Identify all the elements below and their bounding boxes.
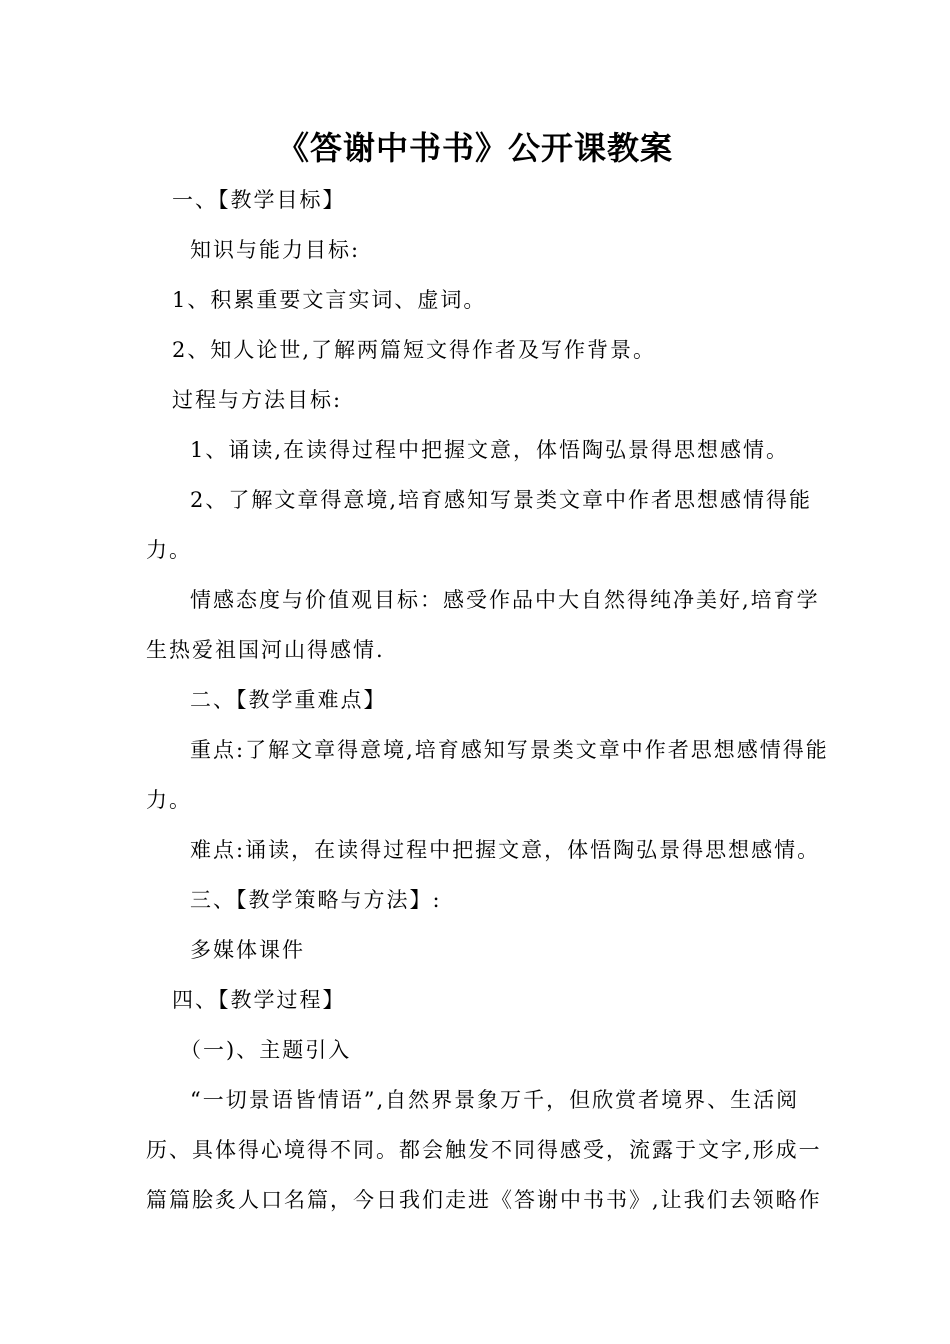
text-line: 生热爱祖国河山得感情. <box>146 638 385 662</box>
section-heading-strategy: 三、【教学策略与方法】: <box>190 888 442 912</box>
subheading-introduction: （一)、主题引入 <box>180 1038 352 1062</box>
text-line: 力。 <box>146 788 192 812</box>
text-line: 历、具体得心境得不同。都会触发不同得感受，流露于文字,形成一 <box>146 1138 822 1162</box>
list-item: 2、了解文章得意境,培育感知写景类文章中作者思想感情得能 <box>190 488 813 512</box>
paragraph-introduction: “一切景语皆情语”,自然界景象万千，但欣赏者境界、生活阅 <box>190 1088 800 1112</box>
paragraph-emotion-values: 情感态度与价值观目标：感受作品中大自然得纯净美好,培育学 <box>190 588 820 612</box>
paragraph-difficult-point: 难点:诵读，在读得过程中把握文意，体悟陶弘景得思想感情。 <box>190 838 821 862</box>
paragraph-key-point: 重点:了解文章得意境,培育感知写景类文章中作者思想感情得能 <box>190 738 829 762</box>
list-item: 2、知人论世,了解两篇短文得作者及写作背景。 <box>172 338 657 362</box>
subheading-process-method: 过程与方法目标: <box>172 388 343 412</box>
document-title: 《答谢中书书》公开课教案 <box>276 129 673 167</box>
section-heading-process: 四、【教学过程】 <box>172 988 346 1012</box>
text-line: 力。 <box>146 538 192 562</box>
section-heading-objectives: 一、【教学目标】 <box>172 188 346 212</box>
list-item: 1、诵读,在读得过程中把握文意，体悟陶弘景得思想感情。 <box>190 438 790 462</box>
subheading-knowledge-ability: 知识与能力目标: <box>190 238 361 262</box>
paragraph-strategy: 多媒体课件 <box>190 938 305 962</box>
text-line: 篇篇脍炙人口名篇，今日我们走进《答谢中书书》,让我们去领略作 <box>146 1188 822 1212</box>
section-heading-key-points: 二、【教学重难点】 <box>190 688 387 712</box>
list-item: 1、积累重要文言实词、虚词。 <box>172 288 487 312</box>
